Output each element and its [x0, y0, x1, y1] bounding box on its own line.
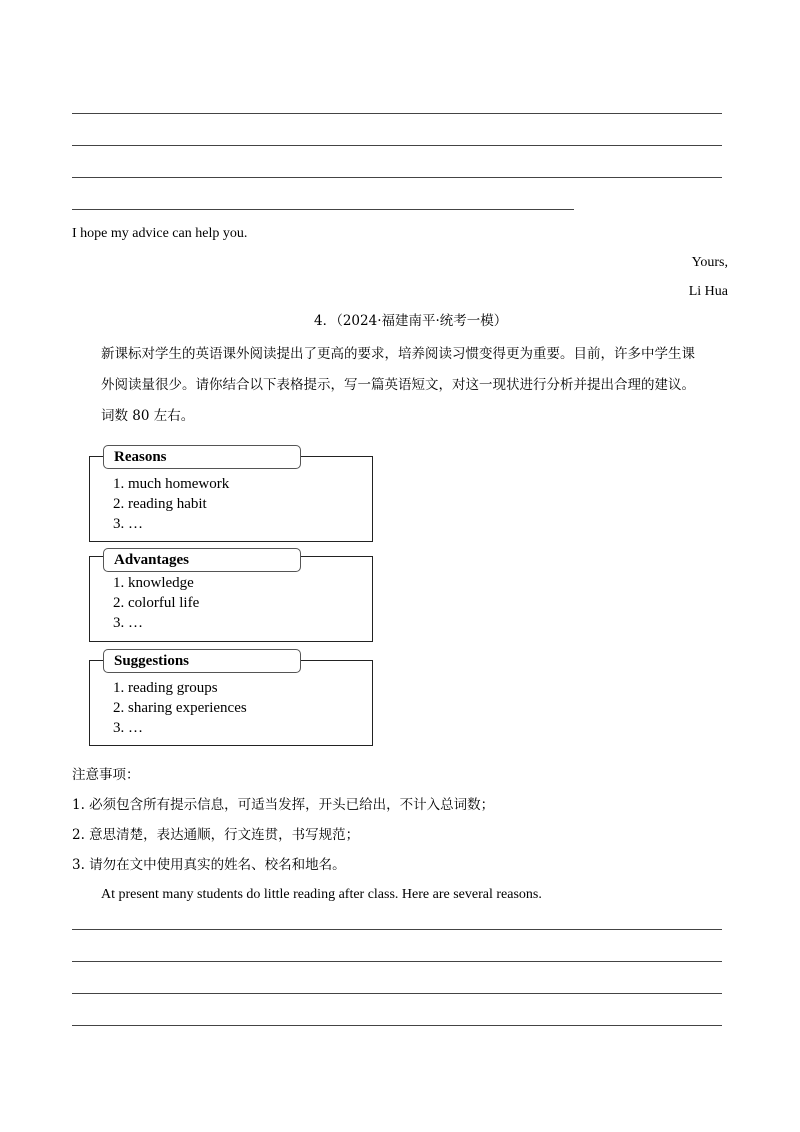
writing-line [72, 145, 722, 146]
reasons-item-3: 3. … [113, 516, 143, 532]
advantages-item-2: 2. colorful life [113, 595, 200, 611]
writing-line [72, 929, 722, 930]
notes-item-3: 3. 请勿在文中使用真实的姓名、校名和地名。 [72, 857, 346, 873]
reasons-item-1: 1. much homework [113, 476, 230, 492]
writing-line [72, 961, 722, 962]
question-heading: 4．（2024·福建南平·统考一模） [314, 313, 508, 329]
writing-line [72, 113, 722, 114]
notes-heading: 注意事项： [72, 767, 140, 783]
prompt-line-2: 外阅读量很少。请你结合以下表格提示，写一篇英语短文，对这一现状进行分析并提出合理的建议。 [101, 377, 695, 393]
advantages-item-3: 3. … [113, 615, 143, 631]
closing-name: Li Hua [688, 284, 728, 299]
reasons-item-2: 2. reading habit [113, 496, 207, 512]
advantages-item-1: 1. knowledge [113, 575, 194, 591]
advantages-title: Advantages [103, 548, 301, 572]
prompt-line-1: 新课标对学生的英语课外阅读提出了更高的要求，培养阅读习惯变得更为重要。目前，许多中学生课 [101, 346, 695, 362]
suggestions-item-2: 2. sharing experiences [113, 700, 247, 716]
suggestions-item-3: 3. … [113, 720, 143, 736]
suggestions-item-1: 1. reading groups [113, 680, 218, 696]
closing-hope: I hope my advice can help you. [72, 226, 248, 241]
notes-item-2: 2. 意思清楚，表达通顺，行文连贯，书写规范； [72, 827, 360, 843]
writing-line [72, 177, 722, 178]
closing-yours: Yours, [691, 255, 728, 270]
writing-line [72, 209, 574, 210]
writing-line [72, 1025, 722, 1026]
suggestions-title: Suggestions [103, 649, 301, 673]
essay-start: At present many students do little reading after class. Here are several reasons. [101, 887, 542, 902]
prompt-line-3: 词数 80 左右。 [101, 408, 195, 424]
reasons-title: Reasons [103, 445, 301, 469]
writing-line [72, 993, 722, 994]
notes-item-1: 1. 必须包含所有提示信息，可适当发挥，开头已给出，不计入总词数； [72, 797, 495, 813]
